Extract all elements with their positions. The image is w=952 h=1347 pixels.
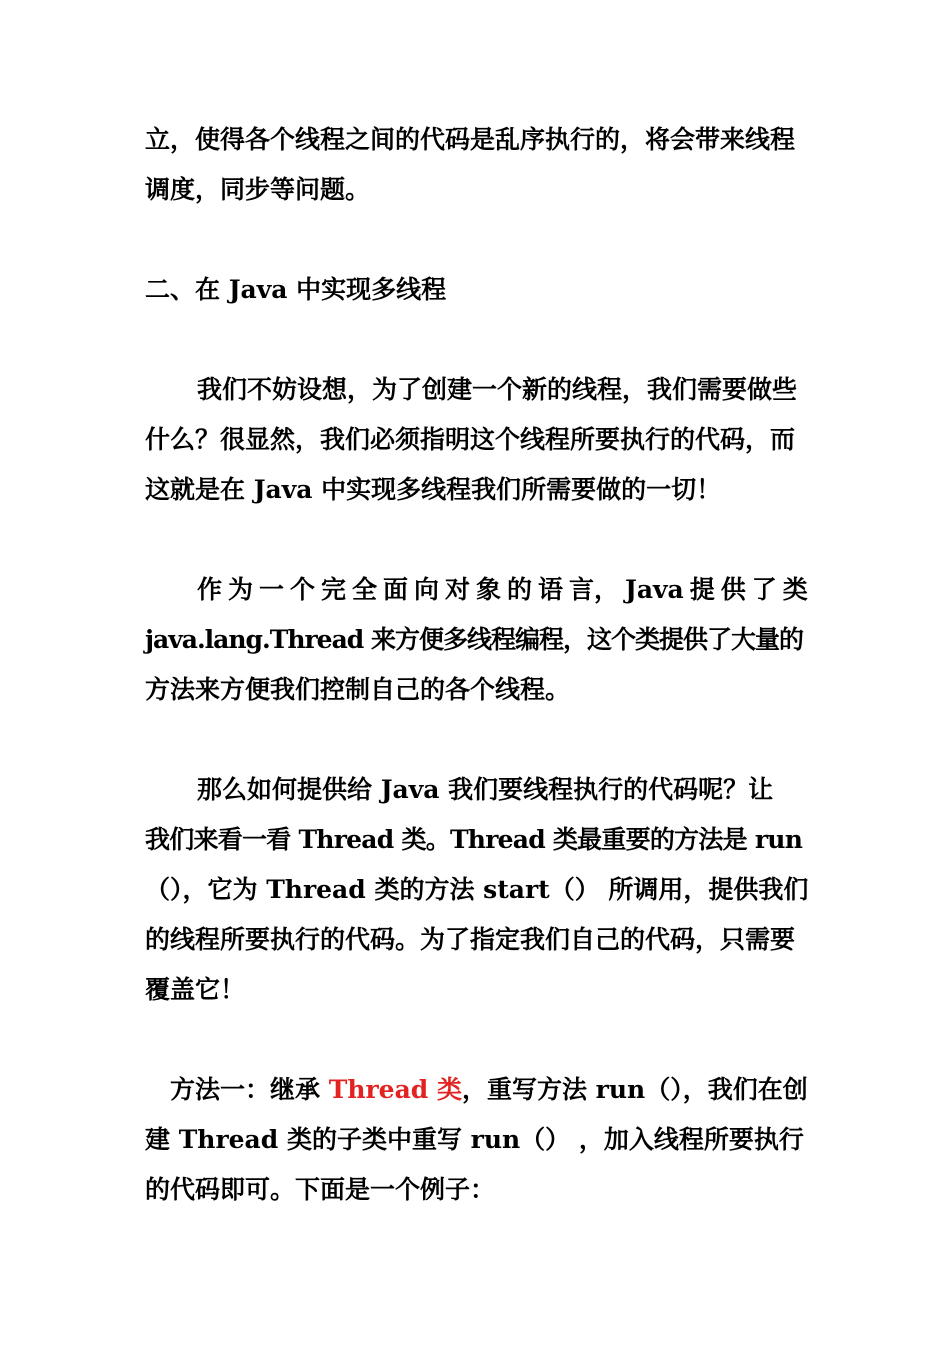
word: 了 — [751, 575, 777, 604]
paragraph-line: 那么如何提供给 Java 我们要线程执行的代码呢？让 — [197, 775, 774, 804]
highlighted-text: Thread 类 — [328, 1075, 462, 1104]
word: 为 — [228, 575, 254, 604]
word: 言， — [569, 575, 620, 604]
paragraph-line — [170, 1073, 808, 1107]
section-heading: 二、在 Java 中实现多线程 — [145, 275, 447, 304]
paragraph-line: 建 Thread 类的子类中重写 run（） ，加入线程所要执行 — [145, 1125, 804, 1154]
paragraph-line: 的代码即可。下面是一个例子： — [145, 1175, 496, 1204]
paragraph-line: 立，使得各个线程之间的代码是乱序执行的，将会带来线程 — [145, 125, 796, 154]
word: 面 — [383, 575, 409, 604]
paragraph-line: 的线程所要执行的代码。为了指定我们自己的代码，只需要 — [145, 925, 796, 954]
text-run: ，重写方法 run（），我们在创 — [461, 1075, 808, 1104]
word: 全 — [352, 575, 378, 604]
word: 完 — [321, 575, 347, 604]
paragraph-line: （），它为 Thread 类的方法 start（） 所调用，提供我们 — [145, 875, 809, 904]
word: 语 — [538, 575, 564, 604]
word: 类 — [782, 575, 808, 604]
text-run: 方法一：继承 — [170, 1075, 329, 1104]
paragraph-line: 我们不妨设想，为了创建一个新的线程，我们需要做些 — [197, 375, 798, 404]
paragraph-line: 覆盖它！ — [145, 975, 246, 1004]
paragraph-line: 调度，同步等问题。 — [145, 175, 371, 204]
word: 一 — [259, 575, 285, 604]
word: 作 — [197, 575, 223, 604]
paragraph-line: 我们来看一看 Thread 类。Thread 类最重要的方法是 run — [145, 825, 803, 854]
word: 象 — [476, 575, 502, 604]
word: 供 — [720, 575, 746, 604]
word: 向 — [414, 575, 440, 604]
word: Java — [625, 575, 684, 604]
paragraph-line: java.lang.Thread 来方便多线程编程，这个类提供了大量的 — [145, 625, 803, 654]
word: 的 — [507, 575, 533, 604]
word: 提 — [689, 575, 715, 604]
paragraph-line: 方法来方便我们控制自己的各个线程。 — [145, 675, 571, 704]
word: 个 — [290, 575, 316, 604]
word: 对 — [445, 575, 471, 604]
paragraph-line: 这就是在 Java 中实现多线程我们所需要做的一切！ — [145, 475, 722, 504]
paragraph-line: 什么？很显然，我们必须指明这个线程所要执行的代码，而 — [145, 425, 796, 454]
justified-line — [197, 573, 808, 607]
